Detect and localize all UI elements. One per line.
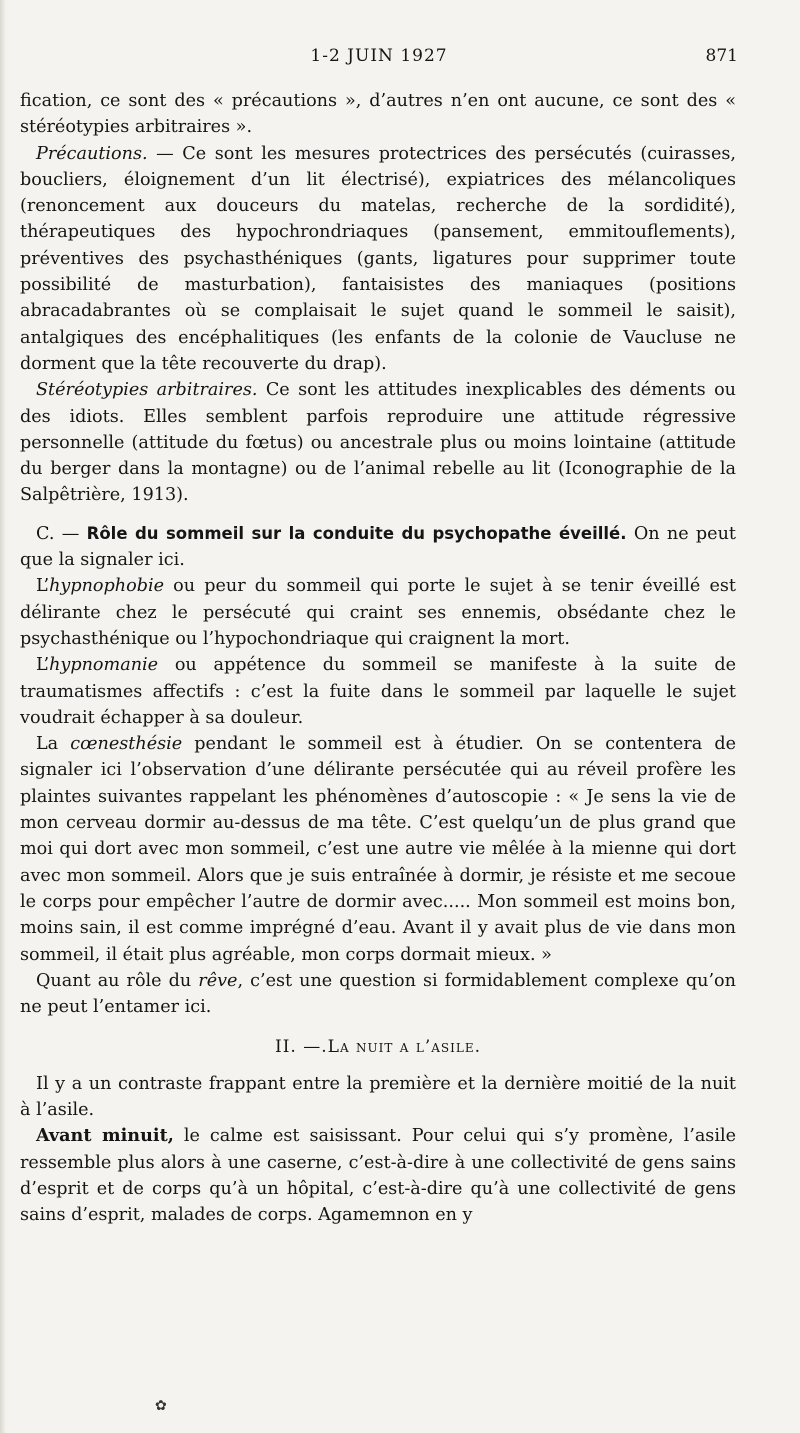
- paragraph-label: Précautions.: [36, 143, 148, 164]
- subsection-letter: C. —: [36, 523, 87, 544]
- paragraph-text: , c’est une question si formidablement complexe qu’on ne peut l’entamer ici.: [20, 970, 736, 1018]
- paragraph-reve: [20, 968, 736, 1021]
- paragraph-coenesthesie: [20, 731, 736, 968]
- paragraph-precautions: [20, 141, 736, 378]
- article: La: [36, 734, 71, 755]
- term: hypnomanie: [49, 655, 159, 676]
- section-heading: [20, 1034, 736, 1060]
- ink-smudge-icon: ✿: [155, 1398, 167, 1414]
- paragraph-text: — Ce sont les mesures protectrices des persécutés (cuirasses, boucliers, éloignement d’un lit électrisé), expiatrices des mélancoliques (renoncement aux douceurs du matelas, recherche de la sordidité), thérapeutiques des hypochrondriaques (pansement, emmitouflements), préventives des psychasthéniques (gants, ligatures pour supprimer toute possibilité de masturbation), fantaisistes des maniaques (positions abracadabrantes où se complaisait le sujet quand le sommeil le saisit), antalgiques des encéphalitiques (les enfants de la colonie de Vaucluse ne dorment que la tête recouverte du drap).: [20, 143, 736, 374]
- paragraph-contraste: [20, 1071, 736, 1124]
- paragraph-stereotypies: [20, 377, 736, 508]
- paragraph-text: Quant au rôle du: [36, 970, 199, 991]
- paragraph-text: ou appétence du sommeil se manifeste à la suite de traumatismes affectifs : c’est la fuite dans le sommeil par laquelle le sujet voudrait échapper à sa douleur.: [20, 655, 736, 728]
- page-edge-shadow: [0, 0, 6, 1433]
- term: rêve: [198, 970, 238, 991]
- paragraph-text: Il y a un contraste frappant entre la première et la dernière moitié de la nuit à l’asile.: [20, 1073, 736, 1120]
- term: hypnophobie: [49, 576, 165, 597]
- paragraph-hypnomanie: [20, 652, 736, 731]
- article: L’: [36, 576, 50, 597]
- paragraph-label: Stéréotypies arbitraires.: [36, 380, 258, 401]
- paragraph-text: fication, ce sont des « précautions », d’autres n’en ont aucune, ce sont des « stéréotypies arbitraires ».: [20, 91, 736, 138]
- paragraph-avant-minuit: [20, 1123, 736, 1228]
- body-text: [20, 88, 736, 1228]
- paragraph-label: Avant minuit,: [36, 1125, 174, 1147]
- term: cœnesthésie: [70, 734, 183, 755]
- paragraph-text: On ne peut que la signaler ici.: [20, 523, 736, 571]
- paragraph-text: ou peur du sommeil qui porte le sujet à se tenir éveillé est délirante chez le persécuté qui craint ses ennemis, obsédante chez le psychasthénique ou l’hypochondriaque qui craignent la mort.: [20, 576, 736, 649]
- section-title: La nuit a l’asile.: [327, 1037, 481, 1058]
- page-number: 871: [705, 46, 738, 66]
- paragraph-text: pendant le sommeil est à étudier. On se contentera de signaler ici l’observation d’une délirante persécutée qui au réveil profère les plaintes suivantes rappelant les phénomènes d’autoscopie : « Je sens la vie de mon cerveau dormir au-dessus de ma tête. C’est quelqu’un de plus grand que moi qui dort avec mon sommeil, c’est une autre vie mêlée à la mienne qui dort avec mon sommeil. Alors que je suis entraînée à dormir, je résiste et me secoue le corps pour empêcher l’autre de dormir avec..... Mon sommeil est moins bon, moins sain, il est comme imprégné d’eau. Avant il y avait plus de vie dans mon sommeil, il était plus agréable, mon corps dormait mieux. »: [20, 734, 737, 965]
- page-header: [20, 46, 738, 72]
- paragraph-hypnophobie: [20, 573, 736, 652]
- article: L’: [36, 655, 50, 676]
- subsection-c: [20, 521, 736, 574]
- paragraph-text: le calme est saisissant. Pour celui qui s’y promène, l’asile ressemble plus alors à une caserne, c’est-à-dire à une collectivité de gens sains d’esprit et de corps qu’à un hôpital, c’est-à-dire qu’à une collectivité de gens sains d’esprit, malades de corps. Agamemnon en y: [20, 1126, 737, 1226]
- paragraph-text: Ce sont les attitudes inexplicables des déments ou des idiots. Elles semblent parfois reproduire une attitude régressive personnelle (attitude du fœtus) ou ancestrale plus ou moins lointaine (attitude du berger dans la montagne) ou de l’animal rebelle au lit (Iconographie de la Salpêtrière, 1913).: [20, 380, 736, 506]
- section-number: II. —.: [275, 1037, 328, 1058]
- paragraph-continuation: [20, 88, 736, 141]
- running-title: 1-2 JUIN 1927: [310, 46, 448, 66]
- subsection-heading: Rôle du sommeil sur la conduite du psychopathe éveillé.: [86, 523, 627, 543]
